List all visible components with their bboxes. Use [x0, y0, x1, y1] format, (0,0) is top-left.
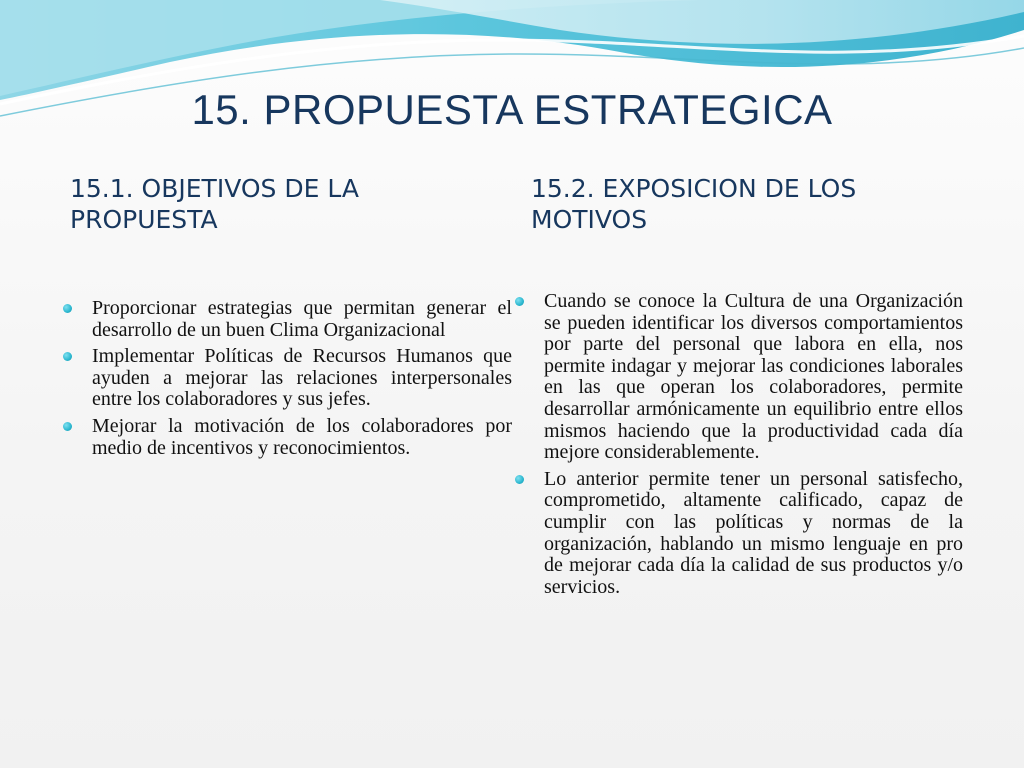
round-bullet-icon: [63, 422, 72, 431]
list-item-text: Lo anterior permite tener un personal satisfecho, comprometido, altamente calificado, capaz de cumplir con las políticas y normas de la organización, hablando un mismo lenguaje en pro de mejorar cada día la calidad de sus productos y/o servicios.: [544, 467, 963, 598]
list-item: [62, 298, 512, 341]
list-item-text: Cuando se conoce la Cultura de una Organización se pueden identificar los diversos comportamientos por parte del personal que labora en ella, nos permite indagar y mejorar las condiciones laborales en las que operan los colaboradores, permite desarrollar armónicamente un equilibrio entre ellos mismos haciendo que la productividad cada día mejore considerablemente.: [544, 290, 963, 464]
left-bullet-list: [62, 298, 512, 464]
round-bullet-icon: [63, 304, 72, 313]
list-item: [512, 469, 963, 599]
right-bullet-list: [512, 291, 963, 603]
list-item: [512, 291, 963, 464]
round-bullet-icon: [515, 297, 524, 306]
round-bullet-icon: [63, 352, 72, 361]
list-item-text: Proporcionar estrategias que permitan generar el desarrollo de un buen Clima Organizacional: [92, 297, 512, 341]
right-column-heading: 15.2. EXPOSICION DE LOS MOTIVOS: [531, 174, 857, 234]
list-item-text: Implementar Políticas de Recursos Humanos que ayuden a mejorar las relaciones interpersonales entre los colaboradores y sus jefes.: [92, 345, 512, 411]
list-item-text: Mejorar la motivación de los colaboradores por medio de incentivos y reconocimientos.: [92, 414, 512, 459]
left-column-heading: 15.1. OBJETIVOS DE LA PROPUESTA: [70, 174, 359, 234]
round-bullet-icon: [515, 475, 524, 484]
list-item: [62, 346, 512, 411]
slide-title: 15. PROPUESTA ESTRATEGICA: [191, 86, 833, 133]
list-item: [62, 416, 512, 459]
